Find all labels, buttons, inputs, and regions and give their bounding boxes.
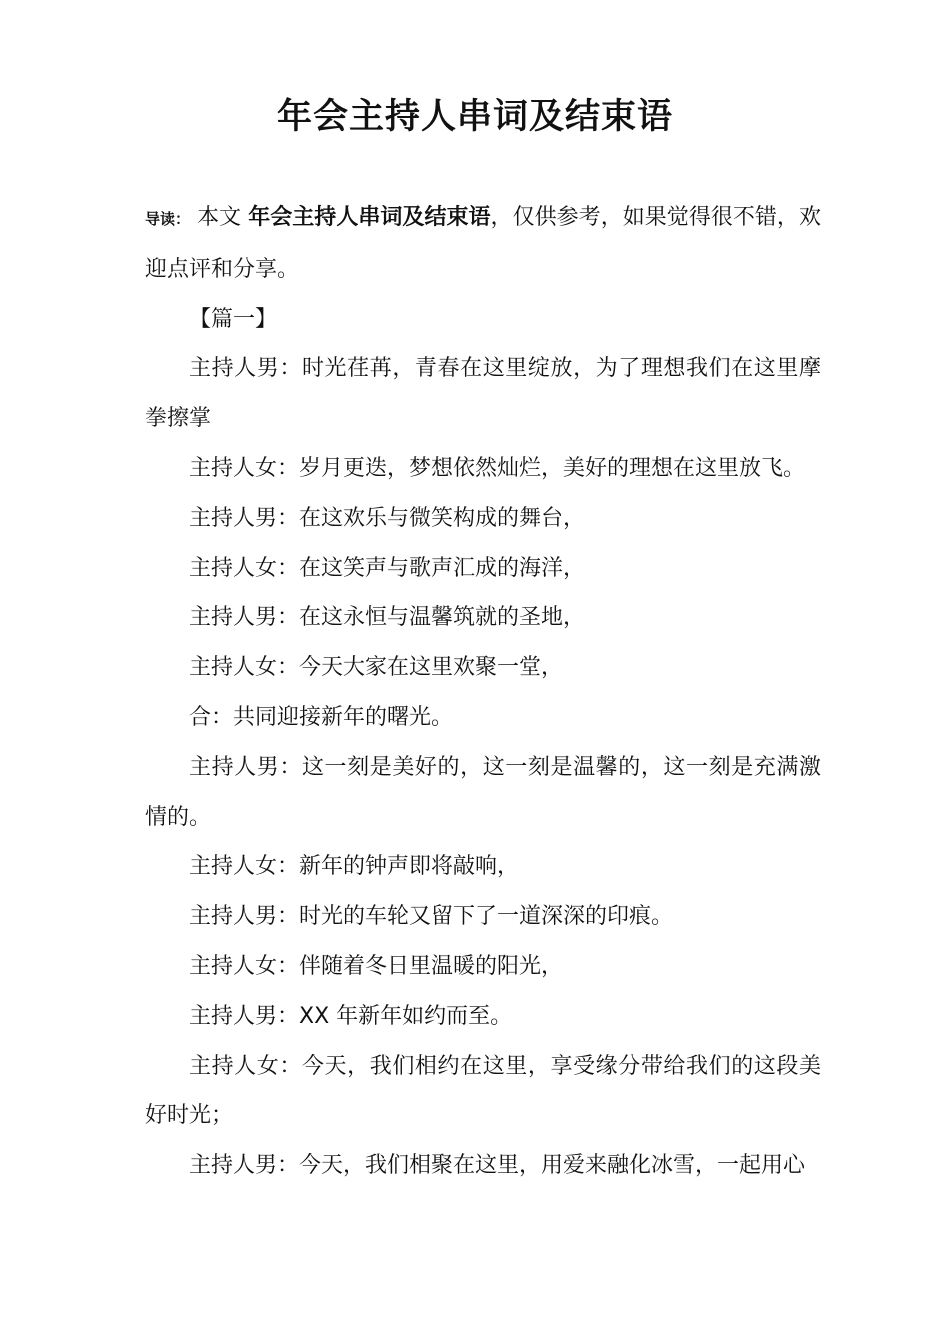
dialogue-paragraph: 合：共同迎接新年的曙光。 — [189, 704, 454, 730]
intro-label: 导读： — [145, 210, 191, 228]
dialogue-paragraph: 主持人男：在这永恒与温馨筑就的圣地， — [189, 605, 586, 631]
dialogue-paragraph: 主持人男：今天，我们相聚在这里，用爱来融化冰雪，一起用心 — [189, 1153, 806, 1179]
intro-paragraph — [145, 193, 821, 295]
dialogue-paragraph: 主持人男：这一刻是美好的，这一刻是温馨的，这一刻是充满激情的。 — [145, 754, 821, 830]
section-heading: 【篇一】 — [189, 306, 278, 332]
dialogue-paragraph: 主持人男：在这欢乐与微笑构成的舞台， — [189, 505, 586, 531]
dialogue-paragraph: 主持人女：今天大家在这里欢聚一堂， — [189, 655, 564, 681]
intro-prefix: 本文 — [190, 205, 249, 230]
dialogue-paragraph: 主持人男：XX 年新年如约而至。 — [189, 1003, 513, 1029]
intro-title-ref: 年会主持人串词及结束语 — [248, 205, 491, 230]
dialogue-paragraph: 主持人女：伴随着冬日里温暖的阳光， — [189, 953, 564, 979]
dialogue-paragraph: 主持人女：在这笑声与歌声汇成的海洋， — [189, 555, 586, 581]
document-body — [145, 193, 821, 1191]
intro-suffix: ，仅供参考，如果觉得很不错，欢迎点评和分享。 — [145, 205, 821, 282]
dialogue-paragraph: 主持人男：时光荏苒，青春在这里绽放，为了理想我们在这里摩拳擦掌 — [145, 356, 821, 432]
document-title: 年会主持人串词及结束语 — [276, 97, 673, 137]
dialogue-paragraph: 主持人男：时光的车轮又留下了一道深深的印痕。 — [189, 904, 674, 930]
dialogue-paragraph: 主持人女：今天，我们相约在这里，享受缘分带给我们的这段美好时光； — [145, 1053, 821, 1129]
dialogue-paragraph: 主持人女：岁月更迭，梦想依然灿烂，美好的理想在这里放飞。 — [189, 455, 806, 481]
dialogue-paragraph: 主持人女：新年的钟声即将敲响， — [189, 854, 520, 880]
